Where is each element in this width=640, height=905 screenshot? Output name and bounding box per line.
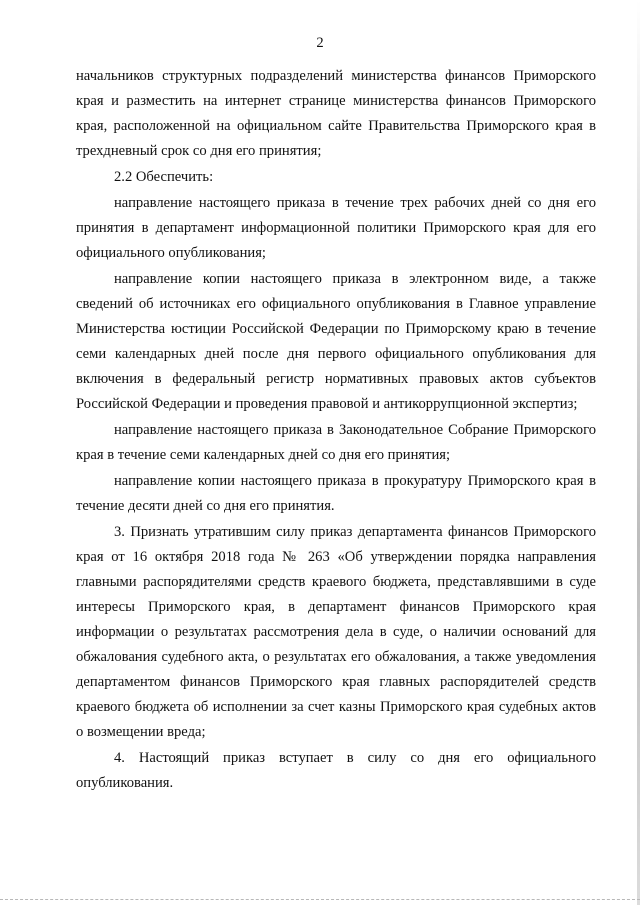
paragraph-section-4: 4. Настоящий приказ вступает в силу со дня его официального опубликования. [76,750,596,791]
paragraph-legislative-assembly: направление настоящего приказа в Законодательное Собрание Приморского края в течение семи календарных дней со дня его принятия; [76,422,596,463]
paragraph-section-2-2: 2.2 Обеспечить: [114,169,214,185]
paragraph-justice-ministry-copy: направление копии настоящего приказа в электронном виде, а также сведений об источниках его официального опубликования в Главное управление Министерства юстиции Российской Федерации по Приморскому краю в течение семи календарных дней после дня первого официального опубликования для включения в федеральный регистр нормативных правовых актов субъектов Российской Федерации и проведения правовой и антикоррупционной экспертиз; [76,271,596,412]
document-body [76,64,596,796]
paragraph-prosecutor-copy: направление копии настоящего приказа в прокуратуру Приморского края в течение десяти дней со дня его принятия. [76,473,596,514]
paragraph-section-3: 3. Признать утратившим силу приказ департамента финансов Приморского края от 16 октября 2018 года № 263 «Об утверждении порядка направления главными распорядителями средств краевого бюджета, представлявшими в суде интересы Приморского края, в департамент финансов Приморского края информации о результатах рассмотрения дела в суде, о наличии оснований для обжалования судебного акта, о результатах его обжалования, а также уведомления департаментом финансов Приморского края главных распорядителей средств краевого бюджета об исполнении за счет казны Приморского края судебных актов о возмещении вреда; [76,524,596,740]
paragraph-continuation: начальников структурных подразделений министерства финансов Приморского края и разместить на интернет странице министерства финансов Приморского края, расположенной на официальном сайте Правительства Приморского края в трехдневный срок со дня его принятия; [76,68,596,159]
paragraph-publication-direction: направление настоящего приказа в течение трех рабочих дней со дня его принятия в департамент информационной политики Приморского края для его официального опубликования; [76,195,596,261]
page-number: 2 [316,35,324,51]
scan-bottom-edge [0,899,640,900]
